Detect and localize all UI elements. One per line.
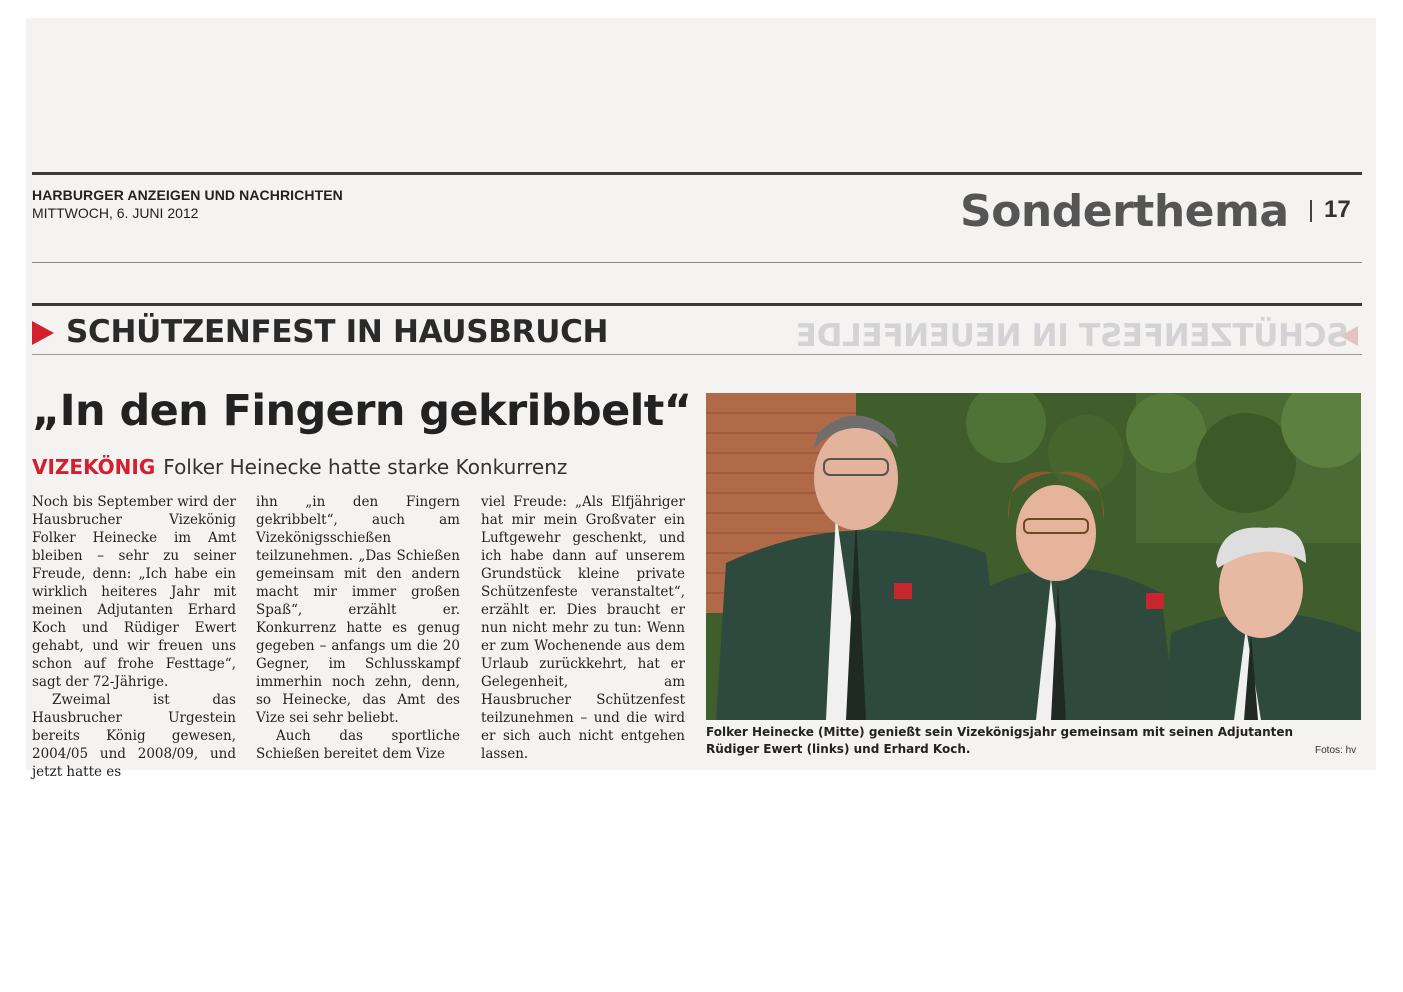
subheadline — [32, 455, 567, 479]
paragraph: ihn „in den Fingern gekribbelt“, auch am Vizekönigsschießen teilzunehmen. „Das Schießen gemeinsam mit den andern macht mir immer großen Spaß“, erzählt er. Konkurrenz hatte es genug gegeben – anfangs um die 20 Gegner, im Schlusskampf immerhin noch zehn, denn, so Heinecke, das Amt des Vize sei sehr beliebt. — [256, 494, 460, 726]
kicker-rule — [32, 354, 1362, 355]
headline: „In den Fingern gekribbelt“ — [32, 386, 692, 436]
page-separator — [1310, 200, 1312, 222]
paragraph: Zweimal ist das Hausbrucher Urgestein bereits König gewesen, 2004/05 und 2008/09, und jetzt hatte es — [32, 692, 236, 780]
article-photo — [706, 393, 1361, 720]
photo-illustration — [706, 393, 1361, 720]
article-column-3 — [481, 493, 685, 763]
issue-date: MITTWOCH, 6. JUNI 2012 — [32, 205, 199, 221]
article-column-2 — [256, 493, 460, 763]
section-title: Sonderthema — [960, 186, 1289, 237]
paragraph: Auch das sportliche Schießen bereitet dem Vize — [256, 728, 460, 762]
top-rule — [32, 172, 1362, 175]
paragraph: Noch bis September wird der Hausbrucher Vizekönig Folker Heinecke im Amt bleiben – sehr zu seiner Freude, denn: „Ich habe ein wirklich heiteres Jahr mit meinen Adjutanten Erhard Koch und Rüdiger Ewert gehabt, und wir freuen uns schon auf frohe Festtage“, sagt der 72-Jährige. — [32, 494, 236, 690]
photo-caption: Folker Heinecke (Mitte) genießt sein Vizekönigsjahr gemeinsam mit seinen Adjutanten Rüdiger Ewert (links) und Erhard Koch. — [706, 725, 1294, 756]
kicker-title: SCHÜTZENFEST IN HAUSBRUCH — [66, 314, 609, 350]
subheadline-text: Folker Heinecke hatte starke Konkurrenz — [163, 455, 568, 479]
kicker-arrow-icon — [32, 321, 54, 345]
bleed-through-text: SCHÜTZENFEST IN NEUENFELDE — [796, 318, 1349, 354]
photo-credit: Fotos: hv — [1315, 745, 1357, 756]
section-rule — [32, 303, 1362, 306]
paragraph: viel Freude: „Als Elfjähriger hat mir mein Großvater ein Luftgewehr geschenkt, und ich habe dann auf unserem Grundstück kleine private Schützenfeste veranstaltet“, erzählt er. Dies braucht er nun nicht mehr zu tun: Wenn er zum Wochenende aus dem Urlaub zurückkehrt, hat er Gelegenheit, am Hausbrucher Schützenfest teilzunehmen – und die wird er sich auch nicht entgehen lassen. — [481, 494, 685, 762]
newspaper-name: HARBURGER ANZEIGEN UND NACHRICHTEN — [32, 187, 343, 203]
page-number: 17 — [1324, 196, 1351, 223]
bleed-through-arrow-icon — [1340, 326, 1358, 346]
article-column-1 — [32, 493, 236, 781]
header-thin-rule — [32, 262, 1362, 263]
subheadline-label: VIZEKÖNIG — [32, 455, 156, 479]
